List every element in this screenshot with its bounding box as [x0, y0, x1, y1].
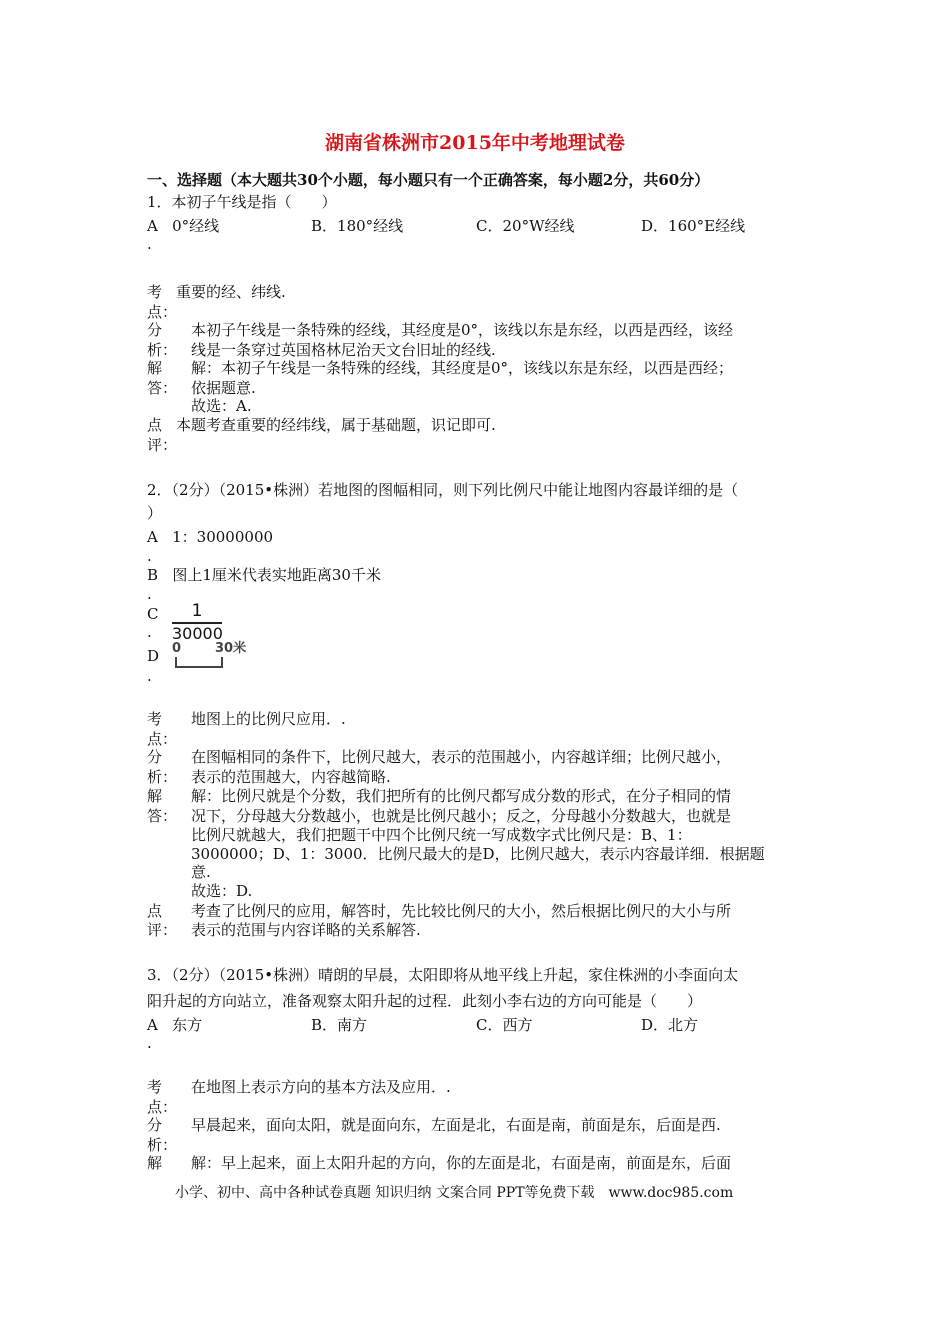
fenxi-label: 分	[147, 321, 163, 339]
page-title: 湖南省株洲市2015年中考地理试卷	[325, 132, 625, 154]
scale-bar-line	[174, 656, 234, 670]
option-dot: .	[147, 235, 152, 253]
jieda-label: 解	[147, 1154, 163, 1172]
dianping-label: 评：	[147, 921, 178, 939]
jieda-label: 解	[147, 787, 163, 805]
fenxi-label: 析：	[147, 768, 178, 786]
fenxi-label: 分	[147, 1116, 163, 1134]
dianping-text: 考查了比例尺的应用，解答时，先比较比例尺的大小，然后根据比例尺的大小与所	[191, 902, 732, 920]
option-dot: .	[147, 585, 152, 603]
option-a: A 1：30000000	[147, 528, 274, 546]
dianping-text: 本题考查重要的经纬线，属于基础题，识记即可.	[176, 416, 496, 434]
jieda-text: 解：早上起来，面上太阳升起的方向，你的左面是北，右面是南，前面是东，后面	[191, 1154, 732, 1172]
jieda-text: 故选：A.	[191, 397, 252, 415]
fenxi-text: 线是一条穿过英国格林尼治天文台旧址的经线.	[191, 341, 496, 359]
question-stem: ）	[147, 504, 163, 522]
option-c: C．西方	[476, 1016, 533, 1034]
option-d: D．北方	[641, 1016, 699, 1034]
fenxi-label: 分	[147, 748, 163, 766]
dianping-label: 评：	[147, 436, 178, 454]
jieda-text: 依据题意.	[191, 379, 256, 397]
kaodian-text: 在地图上表示方向的基本方法及应用．.	[191, 1078, 451, 1096]
scale-bar-end: 30米	[215, 641, 247, 656]
question-stem: 3．（2分）（2015•株洲）晴朗的早晨，太阳即将从地平线上升起，家住株洲的小李面向太	[147, 966, 739, 984]
option-c: C	[147, 605, 159, 623]
jieda-label: 答：	[147, 807, 178, 825]
option-d: D	[147, 647, 160, 665]
line-scale-bar	[172, 641, 252, 671]
kaodian-label: 点：	[147, 730, 178, 748]
jieda-text: 意.	[191, 863, 211, 881]
dianping-label: 点	[147, 902, 163, 920]
jieda-label: 解	[147, 359, 163, 377]
question-stem: 1．本初子午线是指（ ）	[147, 193, 337, 211]
dianping-text: 表示的范围与内容详略的关系解答.	[191, 921, 421, 939]
fraction-numerator: 1	[172, 601, 222, 624]
fenxi-text: 早晨起来，面向太阳，就是面向东，左面是北，右面是南，前面是东，后面是西.	[191, 1116, 721, 1134]
option-b: B．180°经线	[311, 217, 404, 235]
scale-bar-start: 0	[172, 641, 182, 656]
section-heading: 一、选择题（本大题共30个小题，每小题只有一个正确答案，每小题2分，共60分）	[147, 171, 710, 189]
kaodian-label: 考	[147, 1078, 163, 1096]
option-c: C．20°W经线	[476, 217, 575, 235]
fenxi-label: 析：	[147, 341, 178, 359]
kaodian-text: 重要的经、纬线.	[176, 283, 286, 301]
option-dot: .	[147, 667, 152, 685]
kaodian-label: 考	[147, 710, 163, 728]
option-dot: .	[147, 623, 152, 641]
jieda-text: 比例尺就越大，我们把题干中四个比例尺统一写成数字式比例尺是：B、1：	[191, 826, 692, 844]
option-b: B 图上1厘米代表实地距离30千米	[147, 566, 381, 584]
dianping-label: 点	[147, 416, 163, 434]
option-d: D．160°E经线	[641, 217, 746, 235]
option-a: A 东方	[147, 1016, 203, 1034]
jieda-text: 故选：D.	[191, 882, 253, 900]
jieda-label: 答：	[147, 379, 178, 397]
page-footer: 小学、初中、高中各种试卷真题 知识归纳 文案合同 PPT等免费下载 www.doc985.com	[175, 1185, 734, 1201]
fenxi-text: 表示的范围越大，内容越简略.	[191, 768, 391, 786]
option-dot: .	[147, 1034, 152, 1052]
kaodian-label: 考	[147, 283, 163, 301]
fenxi-text: 在图幅相同的条件下，比例尺越大，表示的范围越小，内容越详细；比例尺越小，	[191, 748, 732, 766]
fenxi-label: 析：	[147, 1136, 178, 1154]
fraction-scale	[172, 601, 222, 644]
jieda-text: 况下，分母越大分数越小，也就是比例尺越小；反之，分母越小分数越大，也就是	[191, 807, 732, 825]
option-dot: .	[147, 547, 152, 565]
jieda-text: 解：本初子午线是一条特殊的经线，其经度是0°，该线以东是东经，以西是西经；	[191, 359, 734, 377]
option-a: A 0°经线	[147, 217, 220, 235]
jieda-text: 3000000；D、1：3000．比例尺最大的是D，比例尺越大，表示内容最详细．根据题	[191, 845, 765, 863]
jieda-text: 解：比例尺就是个分数，我们把所有的比例尺都写成分数的形式，在分子相同的情	[191, 787, 732, 805]
question-stem: 阳升起的方向站立，准备观察太阳升起的过程．此刻小李右边的方向可能是（ ）	[147, 992, 703, 1010]
fenxi-text: 本初子午线是一条特殊的经线，其经度是0°，该线以东是东经，以西是西经，该经	[191, 321, 734, 339]
question-stem: 2．（2分）（2015•株洲）若地图的图幅相同，则下列比例尺中能让地图内容最详细的是（	[147, 481, 739, 499]
kaodian-text: 地图上的比例尺应用．.	[191, 710, 346, 728]
option-b: B．南方	[311, 1016, 368, 1034]
fraction-denominator: 30000	[172, 624, 223, 643]
kaodian-label: 点：	[147, 1098, 178, 1116]
kaodian-label: 点：	[147, 303, 178, 321]
